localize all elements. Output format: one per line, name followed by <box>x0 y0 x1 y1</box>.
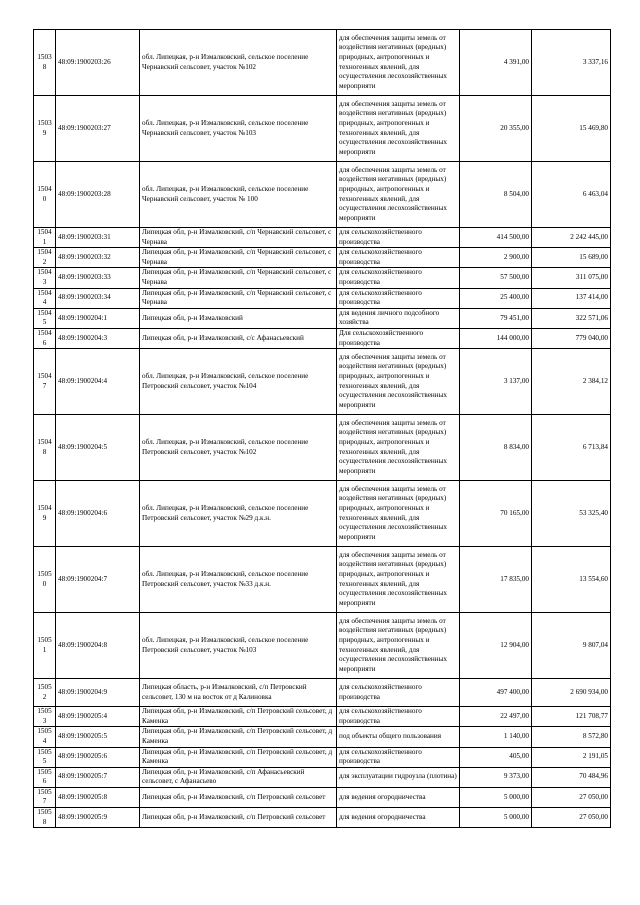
cadastral-value: 27 050,00 <box>532 808 611 828</box>
permitted-use: для сельскохозяйственного производства <box>337 747 460 767</box>
permitted-use: для обеспечения защиты земель от воздействия негативных (вредных) природных, антропогенных и техногенных явлений, для осуществления лесохозяйственных мероприяти <box>337 547 460 613</box>
row-number: 15054 <box>34 727 56 747</box>
plot-address: Липецкая обл, р-н Измалковский, с/п Петровский сельсовет <box>140 787 337 807</box>
plot-area: 1 140,00 <box>460 727 532 747</box>
plot-area: 5 000,00 <box>460 787 532 807</box>
plot-address: Липецкая обл, р-н Измалковский, с/п Петровский сельсовет <box>140 808 337 828</box>
permitted-use: Для сельскохозяйственного производства <box>337 328 460 348</box>
plot-address: Липецкая обл, р-н Измалковский, с/п Афанасьевский сельсовет, с Афанасьево <box>140 767 337 787</box>
plot-area: 57 500,00 <box>460 268 532 288</box>
plot-address: Липецкая обл, р-н Измалковский, с/п Петровский сельсовет, д Каменка <box>140 707 337 727</box>
row-number: 15048 <box>34 415 56 481</box>
table-row <box>34 288 611 308</box>
cadastral-value: 9 807,04 <box>532 613 611 679</box>
cadastral-number: 48:09:1900205:5 <box>56 727 140 747</box>
table-row <box>34 228 611 248</box>
table-body <box>34 30 611 828</box>
permitted-use: для обеспечения защиты земель от воздействия негативных (вредных) природных, антропогенных и техногенных явлений, для осуществления лесохозяйственных мероприяти <box>337 349 460 415</box>
plot-area: 8 834,00 <box>460 415 532 481</box>
plot-address: обл. Липецкая, р-н Измалковский, сельское поселение Петровский сельсовет, участок №103 <box>140 613 337 679</box>
land-plots-table <box>33 29 611 828</box>
cadastral-number: 48:09:1900204:8 <box>56 613 140 679</box>
permitted-use: для сельскохозяйственного производства <box>337 248 460 268</box>
row-number: 15057 <box>34 787 56 807</box>
cadastral-value: 779 040,00 <box>532 328 611 348</box>
table-row <box>34 96 611 162</box>
row-number: 15040 <box>34 162 56 228</box>
row-number: 15049 <box>34 481 56 547</box>
plot-area: 20 355,00 <box>460 96 532 162</box>
plot-area: 497 400,00 <box>460 679 532 707</box>
cadastral-value: 8 572,80 <box>532 727 611 747</box>
plot-address: обл. Липецкая, р-н Измалковский, сельское поселение Петровский сельсовет, участок №29 д.к.н. <box>140 481 337 547</box>
table-row <box>34 162 611 228</box>
plot-area: 5 000,00 <box>460 808 532 828</box>
row-number: 15044 <box>34 288 56 308</box>
cadastral-value: 15 689,00 <box>532 248 611 268</box>
plot-address: Липецкая обл, р-н Измалковский, с/п Петровский сельсовет, д Каменка <box>140 727 337 747</box>
permitted-use: для обеспечения защиты земель от воздействия негативных (вредных) природных, антропогенных и техногенных явлений, для осуществления лесохозяйственных мероприяти <box>337 30 460 96</box>
permitted-use: для обеспечения защиты земель от воздействия негативных (вредных) природных, антропогенных и техногенных явлений, для осуществления лесохозяйственных мероприяти <box>337 162 460 228</box>
permitted-use: для сельскохозяйственного производства <box>337 228 460 248</box>
cadastral-number: 48:09:1900204:7 <box>56 547 140 613</box>
plot-area: 8 504,00 <box>460 162 532 228</box>
cadastral-value: 322 571,06 <box>532 308 611 328</box>
plot-address: обл. Липецкая, р-н Измалковский, сельское поселение Петровский сельсовет, участок №102 <box>140 415 337 481</box>
cadastral-value: 15 469,80 <box>532 96 611 162</box>
table-row <box>34 747 611 767</box>
row-number: 15039 <box>34 96 56 162</box>
permitted-use: для сельскохозяйственного производства <box>337 679 460 707</box>
permitted-use: для обеспечения защиты земель от воздействия негативных (вредных) природных, антропогенных и техногенных явлений, для осуществления лесохозяйственных мероприяти <box>337 481 460 547</box>
cadastral-number: 48:09:1900203:28 <box>56 162 140 228</box>
table-row <box>34 808 611 828</box>
cadastral-number: 48:09:1900205:9 <box>56 808 140 828</box>
plot-address: Липецкая обл, р-н Измалковский, с/п Петровский сельсовет, д Каменка <box>140 747 337 767</box>
plot-address: обл. Липецкая, р-н Измалковский, сельское поселение Петровский сельсовет, участок №33 д.к.н. <box>140 547 337 613</box>
plot-area: 144 000,00 <box>460 328 532 348</box>
table-row <box>34 707 611 727</box>
cadastral-number: 48:09:1900203:34 <box>56 288 140 308</box>
plot-address: Липецкая обл, р-н Измалковский, с/п Чернавский сельсовет, с Чернава <box>140 268 337 288</box>
cadastral-value: 27 050,00 <box>532 787 611 807</box>
plot-area: 9 373,00 <box>460 767 532 787</box>
row-number: 15058 <box>34 808 56 828</box>
cadastral-value: 2 242 445,00 <box>532 228 611 248</box>
cadastral-number: 48:09:1900203:26 <box>56 30 140 96</box>
plot-address: Липецкая обл, р-н Измалковский, с/п Чернавский сельсовет, с Чернава <box>140 228 337 248</box>
permitted-use: для ведения огородничества <box>337 787 460 807</box>
plot-address: Липецкая обл, р-н Измалковский, с/с Афанасьевский <box>140 328 337 348</box>
row-number: 15051 <box>34 613 56 679</box>
table-row <box>34 349 611 415</box>
cadastral-number: 48:09:1900204:4 <box>56 349 140 415</box>
cadastral-value: 13 554,60 <box>532 547 611 613</box>
plot-address: Липецкая область, р-н Измалковский, с/п Петровский сельсовет, 130 м на восток от д Калиновка <box>140 679 337 707</box>
plot-area: 2 900,00 <box>460 248 532 268</box>
table-row <box>34 679 611 707</box>
row-number: 15042 <box>34 248 56 268</box>
table-row <box>34 767 611 787</box>
cadastral-value: 311 075,00 <box>532 268 611 288</box>
cadastral-number: 48:09:1900204:6 <box>56 481 140 547</box>
table-row <box>34 787 611 807</box>
table-row <box>34 547 611 613</box>
plot-area: 3 137,00 <box>460 349 532 415</box>
cadastral-number: 48:09:1900203:33 <box>56 268 140 288</box>
cadastral-number: 48:09:1900203:31 <box>56 228 140 248</box>
cadastral-value: 70 484,96 <box>532 767 611 787</box>
plot-address: обл. Липецкая, р-н Измалковский, сельское поселение Петровский сельсовет, участок №104 <box>140 349 337 415</box>
cadastral-value: 2 690 934,00 <box>532 679 611 707</box>
cadastral-value: 2 384,12 <box>532 349 611 415</box>
cadastral-value: 137 414,00 <box>532 288 611 308</box>
plot-area: 405,00 <box>460 747 532 767</box>
plot-address: обл. Липецкая, р-н Измалковский, сельское поселение Чернавский сельсовет, участок № 100 <box>140 162 337 228</box>
cadastral-value: 3 337,16 <box>532 30 611 96</box>
cadastral-number: 48:09:1900203:32 <box>56 248 140 268</box>
table-row <box>34 727 611 747</box>
table-row <box>34 481 611 547</box>
permitted-use: под объекты общего пользования <box>337 727 460 747</box>
table-row <box>34 415 611 481</box>
plot-area: 25 400,00 <box>460 288 532 308</box>
cadastral-value: 53 325,40 <box>532 481 611 547</box>
cadastral-value: 121 708,77 <box>532 707 611 727</box>
row-number: 15046 <box>34 328 56 348</box>
cadastral-number: 48:09:1900204:1 <box>56 308 140 328</box>
row-number: 15045 <box>34 308 56 328</box>
row-number: 15043 <box>34 268 56 288</box>
permitted-use: для обеспечения защиты земель от воздействия негативных (вредных) природных, антропогенных и техногенных явлений, для осуществления лесохозяйственных мероприяти <box>337 415 460 481</box>
cadastral-value: 2 191,05 <box>532 747 611 767</box>
cadastral-value: 6 713,84 <box>532 415 611 481</box>
table-row <box>34 268 611 288</box>
plot-area: 12 904,00 <box>460 613 532 679</box>
plot-area: 4 391,00 <box>460 30 532 96</box>
permitted-use: для обеспечения защиты земель от воздействия негативных (вредных) природных, антропогенных и техногенных явлений, для осуществления лесохозяйственных мероприяти <box>337 96 460 162</box>
permitted-use: для сельскохозяйственного производства <box>337 268 460 288</box>
plot-area: 17 835,00 <box>460 547 532 613</box>
permitted-use: для сельскохозяйственного производства <box>337 288 460 308</box>
plot-area: 22 497,00 <box>460 707 532 727</box>
row-number: 15053 <box>34 707 56 727</box>
table-row <box>34 248 611 268</box>
table-row <box>34 328 611 348</box>
permitted-use: для сельскохозяйственного производства <box>337 707 460 727</box>
row-number: 15052 <box>34 679 56 707</box>
permitted-use: для эксплуатации гидроузла (плотина) <box>337 767 460 787</box>
cadastral-number: 48:09:1900204:3 <box>56 328 140 348</box>
plot-address: Липецкая обл, р-н Измалковский, с/п Чернавский сельсовет, с Чернава <box>140 288 337 308</box>
permitted-use: для ведения огородничества <box>337 808 460 828</box>
row-number: 15047 <box>34 349 56 415</box>
table-row <box>34 30 611 96</box>
table-row <box>34 308 611 328</box>
row-number: 15056 <box>34 767 56 787</box>
permitted-use: для ведения личного подсобного хозяйства <box>337 308 460 328</box>
plot-area: 70 165,00 <box>460 481 532 547</box>
plot-area: 79 451,00 <box>460 308 532 328</box>
plot-address: обл. Липецкая, р-н Измалковский, сельское поселение Чернавский сельсовет, участок №102 <box>140 30 337 96</box>
cadastral-number: 48:09:1900205:4 <box>56 707 140 727</box>
row-number: 15038 <box>34 30 56 96</box>
row-number: 15055 <box>34 747 56 767</box>
cadastral-number: 48:09:1900204:9 <box>56 679 140 707</box>
row-number: 15050 <box>34 547 56 613</box>
cadastral-number: 48:09:1900203:27 <box>56 96 140 162</box>
permitted-use: для обеспечения защиты земель от воздействия негативных (вредных) природных, антропогенных и техногенных явлений, для осуществления лесохозяйственных мероприяти <box>337 613 460 679</box>
cadastral-number: 48:09:1900205:6 <box>56 747 140 767</box>
cadastral-number: 48:09:1900204:5 <box>56 415 140 481</box>
plot-area: 414 500,00 <box>460 228 532 248</box>
plot-address: Липецкая обл, р-н Измалковский <box>140 308 337 328</box>
table-row <box>34 613 611 679</box>
cadastral-value: 6 463,04 <box>532 162 611 228</box>
cadastral-number: 48:09:1900205:7 <box>56 767 140 787</box>
plot-address: обл. Липецкая, р-н Измалковский, сельское поселение Чернавский сельсовет, участок №103 <box>140 96 337 162</box>
cadastral-number: 48:09:1900205:8 <box>56 787 140 807</box>
plot-address: Липецкая обл, р-н Измалковский, с/п Чернавский сельсовет, с Чернава <box>140 248 337 268</box>
row-number: 15041 <box>34 228 56 248</box>
